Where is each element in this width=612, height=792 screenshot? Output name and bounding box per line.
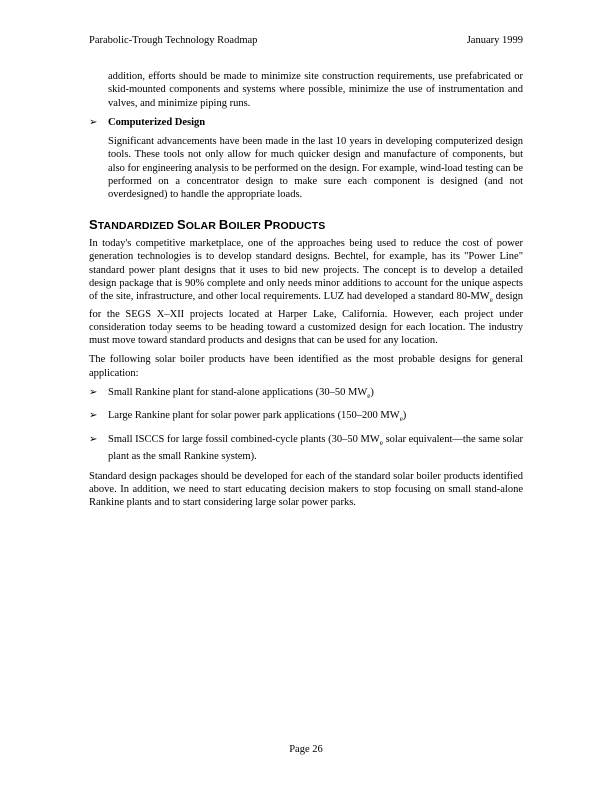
intro-paragraph: addition, efforts should be made to minimize site construction requirements, use prefabricated or skid-mounted components and systems where possible, minimize the use of instrumentation and valves, and minimize piping runs. [108,71,523,109]
product-bullet-2: ➢ Large Rankine plant for solar power park applications (150–200 $MW_e$) [89,410,407,424]
section-paragraph-2: The following solar boiler products have been identified as the most probable designs for general application: [89,354,523,379]
computerized-design-body: Significant advancements have been made in the last 10 years in developing computerized design tools. These tools not only allow for much quicker design and manufacture of components, but also for engineering analysis to be performed on the design. For example, wind-load testing can be performed on a concentrator design to make sure each component is designed (and not overdesigned) to handle the appropriate loads. [108,136,523,201]
header-title: Parabolic-Trough Technology Roadmap [89,35,258,46]
section-paragraph-1: In today's competitive marketplace, one of the approaches being used to reduce the cost of power generation technologies is to develop standard designs. Bechtel, for example, has its "Power Line" standard power plant designs that it uses to bid new projects. The concept is to develop a detailed design package that is 90% complete and only needs minor additions to account for the unique aspects of the site, infrastructure, and other local requirements. LUZ had developed a standard $80-MW_e$ design for the SEGS X–XII projects located at Harper Lake, California. However, each project under consideration today seems to be heading toward a customized design for each location. The industry must move toward standard products and designs that can be used for any location. [89,237,523,347]
computerized-design-item [89,116,523,202]
product-bullet-3: ➢ Small ISCCS for large fossil combined-cycle plants (30–50 $MW_e$ solar equivalent—the same solar plant as the small Rankine system). [89,433,523,463]
arrow-bullet-icon: ➢ [89,410,98,422]
section-heading: STANDARDIZED SOLAR BOILER PRODUCTS [89,216,326,232]
product-bullet-1: ➢ Small Rankine plant for stand-alone applications (30–50 $MW_e$) [89,387,374,401]
header-date: January 1999 [466,35,523,46]
arrow-bullet-icon: ➢ [89,116,98,128]
section-paragraph-3: Standard design packages should be developed for each of the standard solar boiler products identified above. In addition, we need to start educating decision makers to stop focusing on small stand-alone Rankine plants and to start considering large solar power parks. [89,470,523,509]
arrow-bullet-icon: ➢ [89,387,98,399]
computerized-design-title: Computerized Design [108,116,206,128]
page-number: Page 26 [289,744,323,755]
arrow-bullet-icon: ➢ [89,433,98,445]
page-content [89,70,523,509]
